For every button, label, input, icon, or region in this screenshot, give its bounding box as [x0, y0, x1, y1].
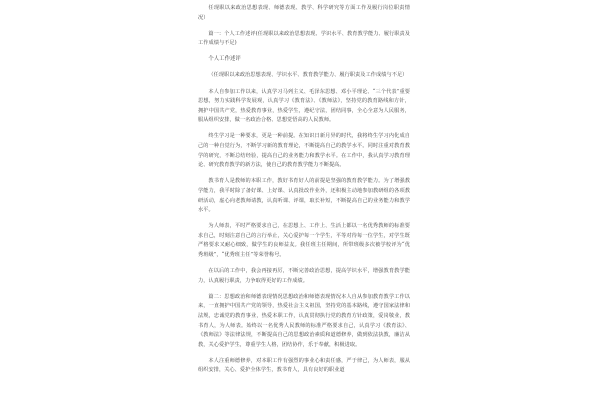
body-paragraph: 为人师表，平时严格要求自己，在思想上、工作上、生活上都以一名优秀教师的标准要求自己，时刻注意自己的言行举止，关心爱护每一个学生，平等对待每一位学生，对学生既严格要求又耐心细致，做学生的良师益友。我任班主任期间，所带班级多次被学校评为“优秀班级”，“优秀班主任”等荣誉称号。 [198, 223, 410, 258]
section-one-title: 篇一：个人工作述评(任现职以来政治思想表现、学识水平、教育教学能力、履行职责及工作成绩与不足) [198, 30, 410, 47]
body-paragraph: 本人注重师德修养，对本职工作有强烈的事业心和责任感，严于律己，为人师表，服从组织安排，关心、爱护全体学生，教书育人，具有良好的职业道 [198, 357, 410, 374]
intro-paragraph: 任现职以来政治思想表现、师德表现、教学、科学研究等方面工作及履行岗位职责情况） [198, 5, 410, 21]
review-subtitle: （任现职以来政治思想表现、学识水平、教育教学能力、履行职责及工作成绩与不足） [208, 72, 408, 79]
body-paragraph: 终生学习是一种要求，更是一种前提。在知识日新月异的时代，我将终生学习内化成自己的一种自觉行为，不断学习新的教育理论，不断提高自己的教学水平。同时注重对教育教学的研究，不断总结经验，提高自己的业务能力和教学水平。在工作中，我认真学习教育理论、研究教育教学的新方法，使自己的教育教学能力不断提高。 [198, 133, 410, 169]
review-heading: 个人工作述评 [208, 56, 241, 63]
body-paragraph: 教书育人是教师的本职工作，教好书育好人的前提是坚强的教育教学能力。为了增强教学能力，我平时除了备好课、上好课、认真批改作业外，还积极主动地参加教研组的各项教研活动，虚心向老教师请教，认真听课、评课，取长补短，不断提高自己的业务能力和教学水平。 [198, 178, 410, 214]
section-two-paragraph: 篇二：思想政治和师德表现情况思想政治和师德表现情况本人自从参加教育教学工作以来，一直拥护中国共产党的领导，热爱社会主义祖国，坚持党的基本路线，遵守国家法律和法规，忠诚党的教育事业，热爱本职工作，认真贯彻执行党的教育方针政策，爱岗敬业，教书育人，为人师表。始终以一名优秀人民教师的标准严格要求自己，认真学习《教育法》、《教师法》等法律法规，不断提高自己的思想政治素质和道德修养，做到依法执教，廉洁从教，关心爱护学生，尊重学生人格，团结协作，乐于奉献，积极进取。 [198, 293, 410, 348]
document-body [198, 4, 410, 380]
body-paragraph: 本人自参加工作以来，认真学习马列主义、毛泽东思想、邓小平理论、“三个代表”重要思想，努力实践科学发展观，认真学习《教育法》、《教师法》，坚持党的教育路线和方针，拥护中国共产党，热爱教育事业，热爱学生，遵纪守法，团结同事，全心全意为人民服务，服从组织安排，做一名政治合格、思想觉悟高的人民教师。 [198, 88, 410, 124]
body-paragraph: 在以后的工作中，我会再接再厉，不断完善政治思想，提高学识水平，增强教育教学能力，认真履行职责，力争取得更好的工作成绩。 [198, 268, 410, 284]
